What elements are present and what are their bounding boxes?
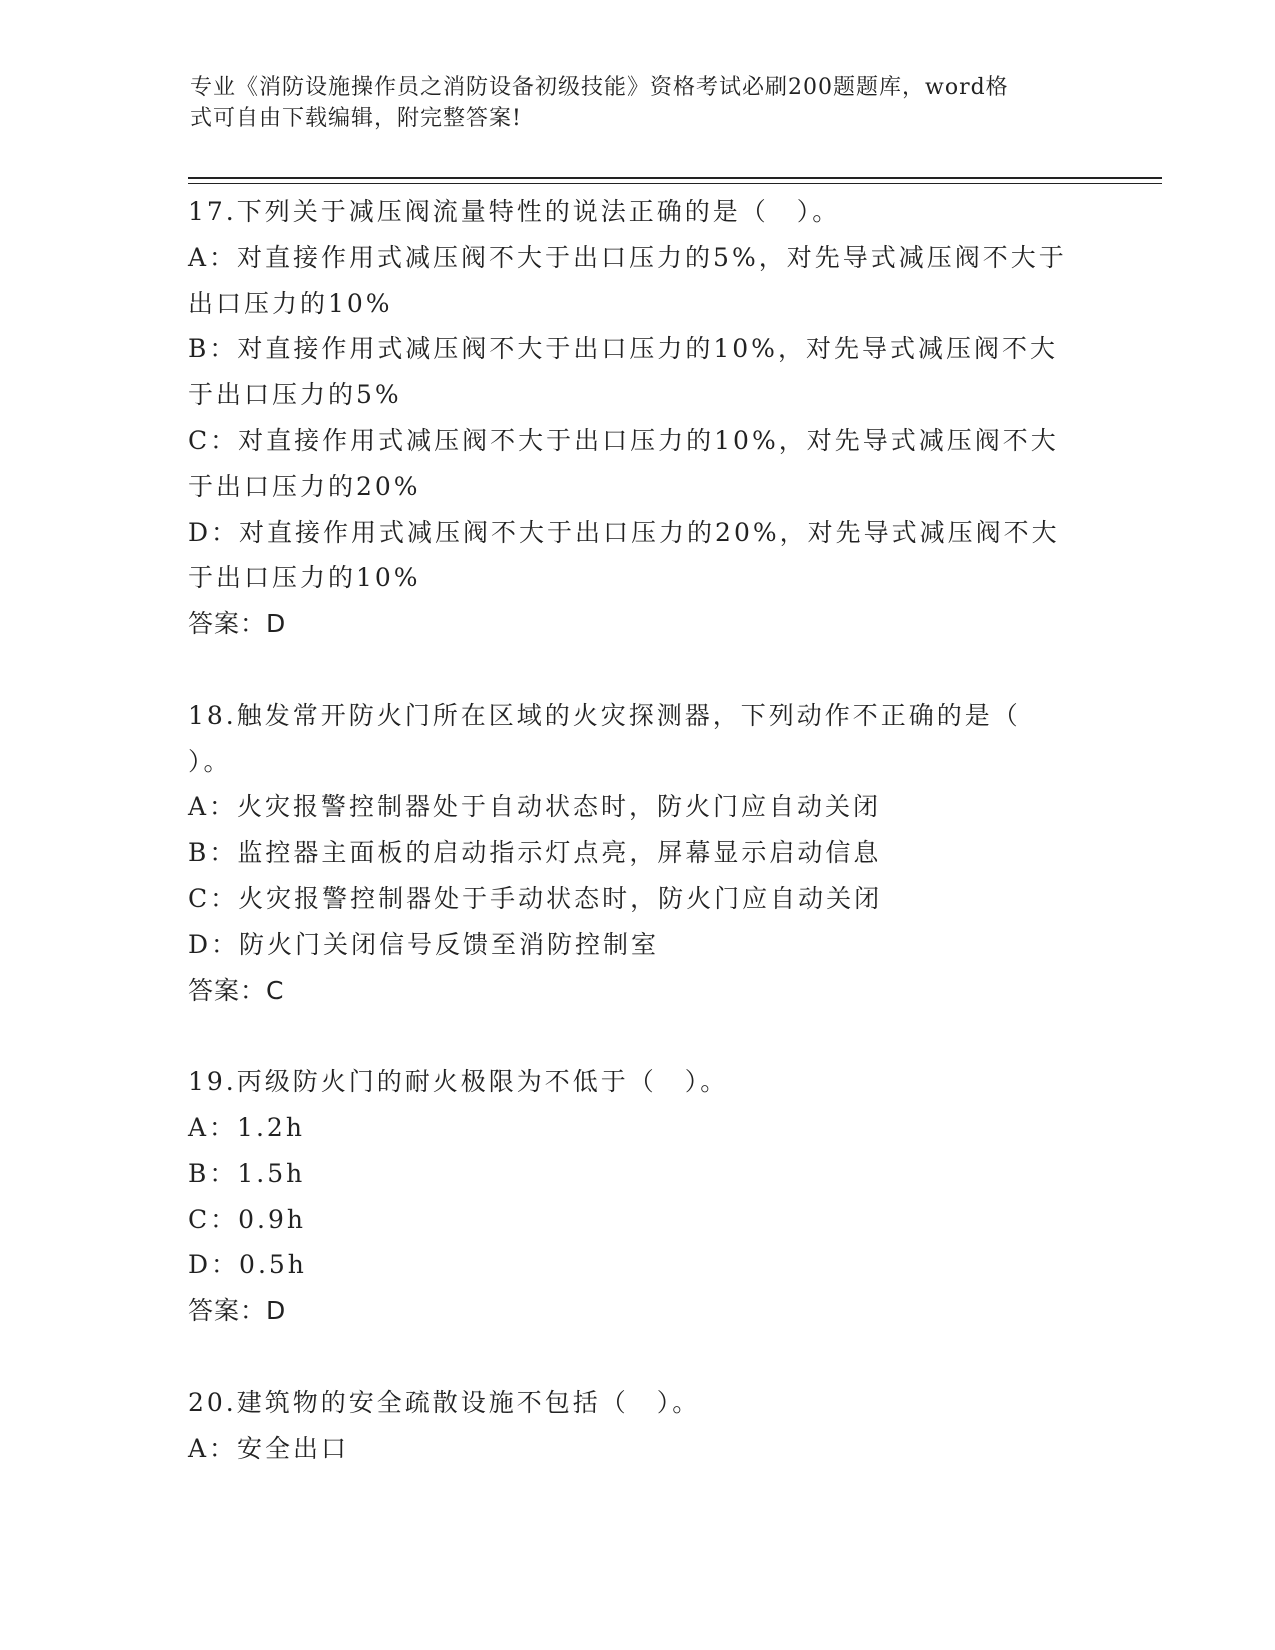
question-option: 于出口压力的20% — [188, 471, 421, 501]
question-option: D：对直接作用式减压阀不大于出口压力的20%，对先导式减压阀不大 — [188, 517, 1060, 547]
question-stem: 17.下列关于减压阀流量特性的说法正确的是（ ）。 — [188, 197, 841, 226]
header-line-2: 式可自由下载编辑，附完整答案! — [190, 106, 522, 131]
header-line-1: 专业《消防设施操作员之消防设备初级技能》资格考试必刷200题题库，word格 — [190, 75, 1009, 100]
question-stem: ）。 — [188, 746, 232, 776]
question-option: 出口压力的10% — [188, 288, 393, 318]
answer-label: 答案：D — [188, 609, 287, 639]
answer-label: 答案：C — [188, 975, 285, 1005]
question-list — [188, 189, 1088, 1471]
answer-label: 答案：D — [188, 1296, 287, 1326]
question-option: 于出口压力的10% — [188, 563, 421, 593]
question-block — [188, 647, 1088, 1013]
header-divider — [188, 177, 1162, 179]
question-option: D：防火门关闭信号反馈至消防控制室 — [188, 929, 660, 959]
document-header — [190, 72, 1090, 134]
question-option: C：火灾报警控制器处于手动状态时，防火门应自动关闭 — [188, 883, 883, 913]
question-stem: 18.触发常开防火门所在区域的火灾探测器，下列动作不正确的是（ — [188, 700, 1021, 730]
question-block — [188, 1013, 1088, 1334]
question-option: A：安全出口 — [188, 1433, 350, 1463]
question-option: C：0.9h — [188, 1204, 306, 1234]
header-divider-thin — [188, 183, 1162, 184]
question-spacer — [188, 647, 1088, 693]
question-option: B：1.5h — [188, 1158, 306, 1188]
question-stem: 20.建筑物的安全疏散设施不包括（ ）。 — [188, 1387, 701, 1417]
question-stem: 19.丙级防火门的耐火极限为不低于（ ）。 — [188, 1067, 729, 1097]
question-spacer — [188, 1013, 1088, 1059]
question-option: B：监控器主面板的启动指示灯点亮，屏幕显示启动信息 — [188, 838, 882, 868]
question-block — [188, 1334, 1088, 1471]
question-option: 于出口压力的5% — [188, 380, 402, 410]
question-spacer — [188, 1334, 1088, 1380]
question-option: D：0.5h — [188, 1250, 307, 1280]
question-option: A：对直接作用式减压阀不大于出口压力的5%，对先导式减压阀不大于 — [188, 242, 1067, 272]
question-option: A：1.2h — [188, 1112, 305, 1142]
question-option: A：火灾报警控制器处于自动状态时，防火门应自动关闭 — [188, 792, 882, 822]
question-option: B：对直接作用式减压阀不大于出口压力的10%，对先导式减压阀不大 — [188, 334, 1058, 364]
question-block — [188, 189, 1088, 647]
question-option: C：对直接作用式减压阀不大于出口压力的10%，对先导式减压阀不大 — [188, 425, 1059, 455]
